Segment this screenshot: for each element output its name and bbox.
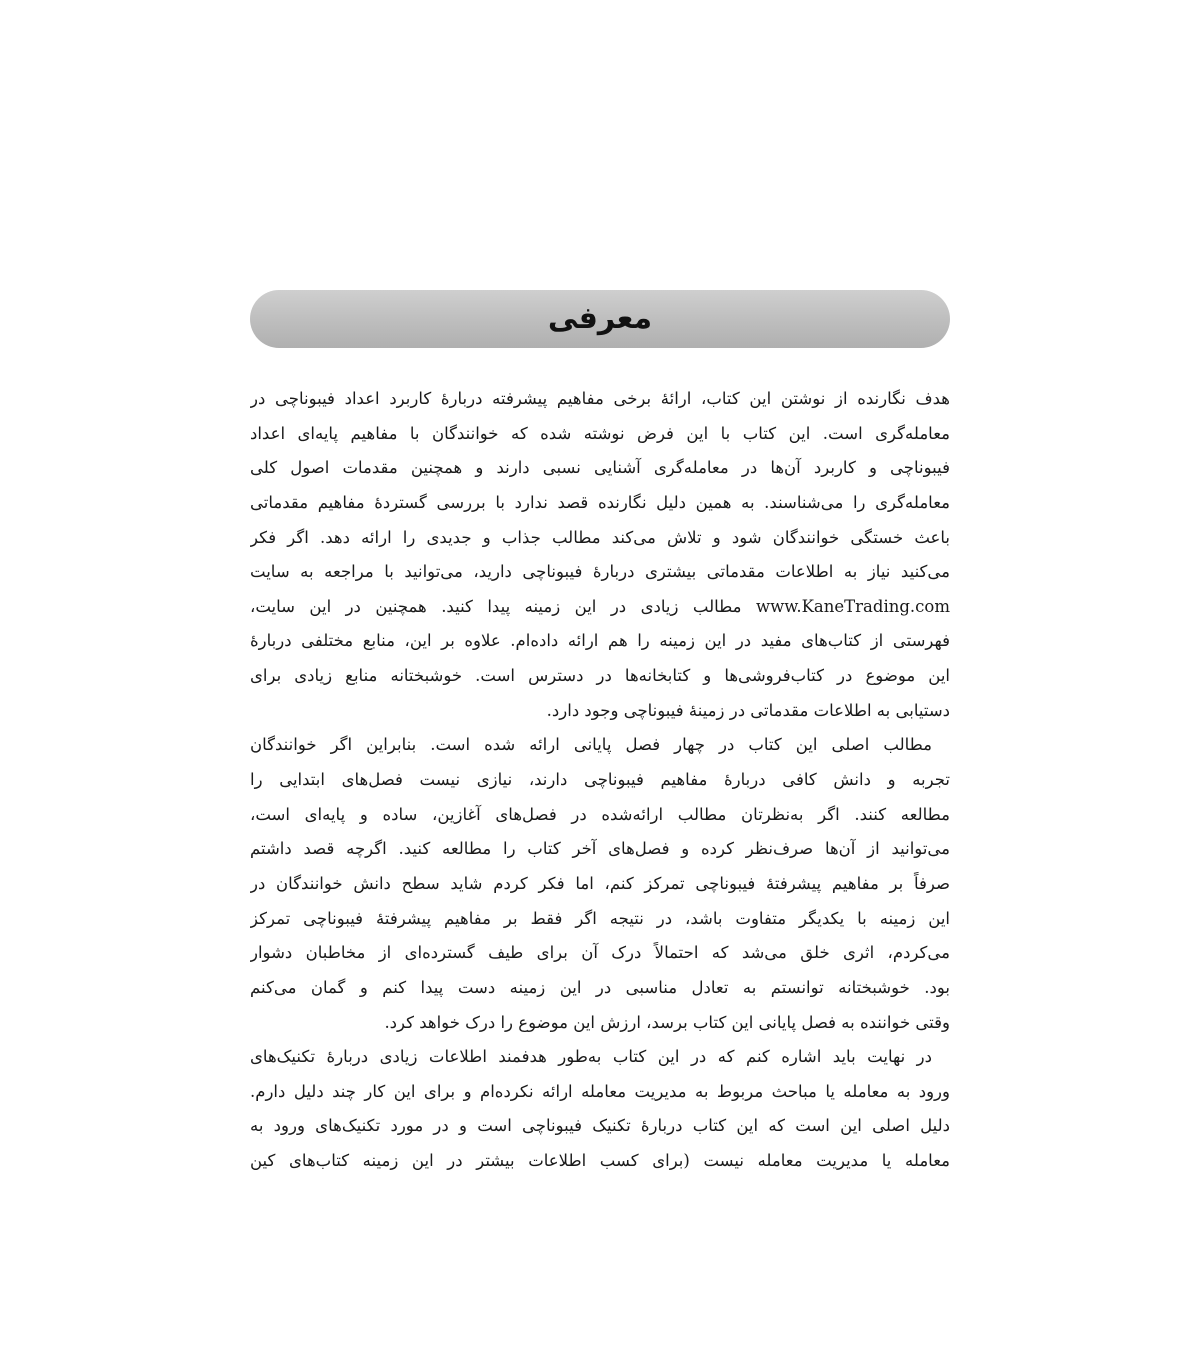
text-line: صرفاً بر مفاهیم پیشرفتهٔ فیبوناچی تمرکز کنم، اما فکر کردم شاید سطح دانش خوانندگان در [250, 873, 950, 893]
text-line: می‌کردم، اثری خلق می‌شد که احتمالاً درک آن برای طیف گسترده‌ای از مخاطبان دشوار [250, 943, 950, 963]
text-line: هدف نگارنده از نوشتن این کتاب، ارائهٔ برخی مفاهیم پیشرفته دربارهٔ کاربرد اعداد فیبوناچی در [250, 389, 950, 408]
text-line: این موضوع در کتاب‌فروشی‌ها و کتابخانه‌ها در دسترس است. خوشبختانه منابع زیادی برای [250, 666, 950, 686]
text-line: در نهایت باید اشاره کنم که در این کتاب به‌طور هدفمند اطلاعات زیادی دربارهٔ تکنیک‌های [250, 1047, 932, 1067]
text-line: فیبوناچی و کاربرد آن‌ها در معامله‌گری آشنایی نسبی دارند و همچنین مقدمات اصول کلی [250, 458, 950, 478]
paragraph-1 [250, 382, 950, 728]
text-line: می‌توانید از آن‌ها صرف‌نظر کرده و فصل‌های آخر کتاب را مطالعه کنید. اگرچه قصد داشتم [250, 839, 950, 859]
text-line: ورود به معامله یا مباحث مربوط به مدیریت معامله ارائه نکرده‌ام و برای این کار چند دلیل دارم. [250, 1081, 950, 1101]
text-line: معامله‌گری را می‌شناسند. به همین دلیل نگارنده قصد ندارد با بررسی گستردهٔ مفاهیم مقدماتی [250, 492, 950, 512]
text-line: دستیابی به اطلاعات مقدماتی در زمینهٔ فیبوناچی وجود دارد. [546, 700, 950, 720]
text-line: تجربه و دانش کافی دربارهٔ مفاهیم فیبوناچی دارند، نیازی نیست فصل‌های ابتدایی را [250, 770, 950, 790]
text-line: مطالب اصلی این کتاب در چهار فصل پایانی ارائه شده است. بنابراین اگر خوانندگان [250, 735, 932, 755]
text-line: بود. خوشبختانه توانستم به تعادل مناسبی در این زمینه دست پیدا کنم و گمان می‌کنم [250, 977, 950, 997]
text-line: مطالعه کنند. اگر به‌نظرتان مطالب ارائه‌شده در فصل‌های آغازین، ساده و پایه‌ای است، [250, 804, 950, 824]
chapter-title: معرفی [547, 301, 653, 336]
text-line: این زمینه با یکدیگر متفاوت باشد، در نتیجه اگر فقط بر مفاهیم پیشرفتهٔ فیبوناچی تمرکز [250, 908, 950, 928]
body-text [250, 382, 950, 1179]
text-line: دلیل اصلی این است که این کتاب دربارهٔ تکنیک فیبوناچی است و در مورد تکنیک‌های ورود به [250, 1116, 950, 1136]
text-line: وقتی خواننده به فصل پایانی این کتاب برسد، ارزش این موضوع را درک خواهد کرد. [384, 1012, 950, 1032]
text-line: فهرستی از کتاب‌های مفید در این زمینه را هم ارائه داده‌ام. علاوه بر این، منابع مختلفی دربارهٔ [250, 631, 950, 651]
text-line: معامله‌گری است. این کتاب با این فرض نوشته شده که خوانندگان با مفاهیم پایه‌ای اعداد [250, 423, 950, 443]
text-line: باعث خستگی خوانندگان شود و تلاش می‌کند مطالب جذاب و جدیدی را ارائه دهد. اگر فکر [250, 527, 950, 547]
text-line: می‌کنید نیاز به اطلاعات مقدماتی بیشتری دربارهٔ فیبوناچی دارید، می‌توانید با مراجعه به سایت [250, 562, 950, 582]
paragraph-3 [250, 1040, 950, 1179]
paragraph-2 [250, 728, 950, 1040]
chapter-title-banner [250, 290, 950, 348]
text-line: www.KaneTrading.com مطالب زیادی در این زمینه پیدا کنید. همچنین در این سایت، [250, 596, 950, 616]
text-line: معامله یا مدیریت معامله نیست (برای کسب اطلاعات بیشتر در این زمینه کتاب‌های کین [250, 1151, 950, 1171]
